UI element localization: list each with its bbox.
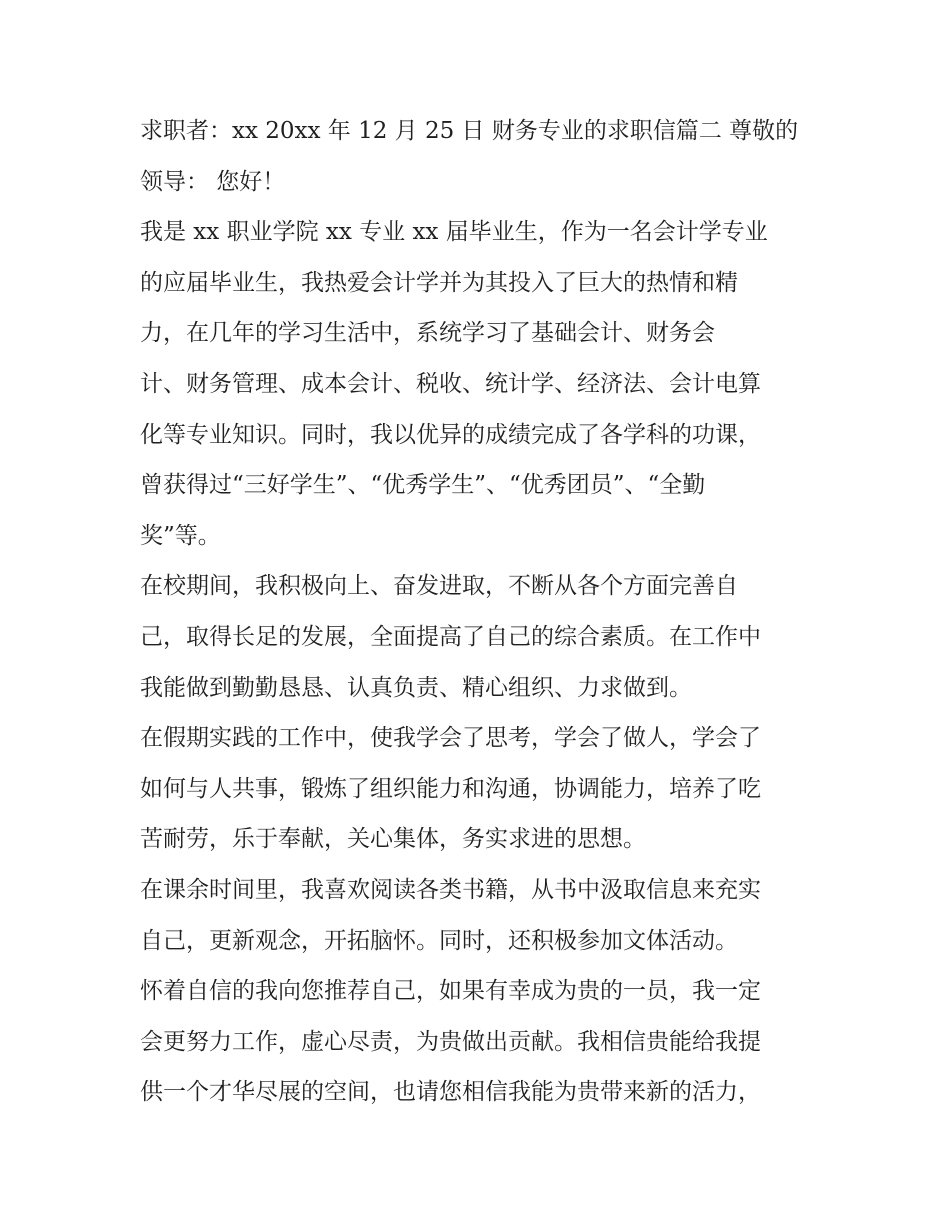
text-line: 在校期间，我积极向上、奋发进取，不断从各个方面完善自 xyxy=(140,573,738,600)
text-line: 自己，更新观念，开拓脑怀。同时，还积极参加文体活动。 xyxy=(140,927,738,954)
text-line: 在假期实践的工作中，使我学会了思考，学会了做人，学会了 xyxy=(140,725,761,752)
text-line: 求职者：xx 20xx 年 12 月 25 日 财务专业的求职信篇二 尊敬的 xyxy=(140,118,799,144)
text-line: 曾获得过“三好学生”、“优秀学生”、“优秀团员”、“全勤 xyxy=(140,472,706,499)
text-line: 的应届毕业生，我热爱会计学并为其投入了巨大的热情和精 xyxy=(140,269,738,296)
text-line: 力，在几年的学习生活中，系统学习了基础会计、财务会 xyxy=(140,320,715,347)
text-line: 怀着自信的我向您推荐自己，如果有幸成为贵的一员，我一定 xyxy=(140,978,761,1005)
letter-body xyxy=(140,106,812,1118)
text-line: 我能做到勤勤恳恳、认真负责、精心组织、力求做到。 xyxy=(140,674,692,701)
text-line: 计、财务管理、成本会计、税收、统计学、经济法、会计电算 xyxy=(140,370,761,397)
text-line: 在课余时间里，我喜欢阅读各类书籍，从书中汲取信息来充实 xyxy=(140,876,761,903)
text-line: 我是 xx 职业学院 xx 专业 xx 届毕业生，作为一名会计学专业 xyxy=(140,219,768,246)
text-line: 如何与人共事，锻炼了组织能力和沟通，协调能力，培养了吃 xyxy=(140,775,761,802)
text-line: 化等专业知识。同时，我以优异的成绩完成了各学科的功课， xyxy=(140,421,761,448)
text-line: 奖”等。 xyxy=(140,522,221,549)
text-line: 己，取得长足的发展，全面提高了自己的综合素质。在工作中 xyxy=(140,623,761,650)
text-line: 领导： 您好！ xyxy=(140,168,286,195)
text-line: 苦耐劳，乐于奉献，关心集体，务实求进的思想。 xyxy=(140,826,646,853)
text-line: 会更努力工作，虚心尽责，为贵做出贡献。我相信贵能给我提 xyxy=(140,1028,761,1055)
text-line: 供一个才华尽展的空间，也请您相信我能为贵带来新的活力， xyxy=(140,1079,761,1106)
